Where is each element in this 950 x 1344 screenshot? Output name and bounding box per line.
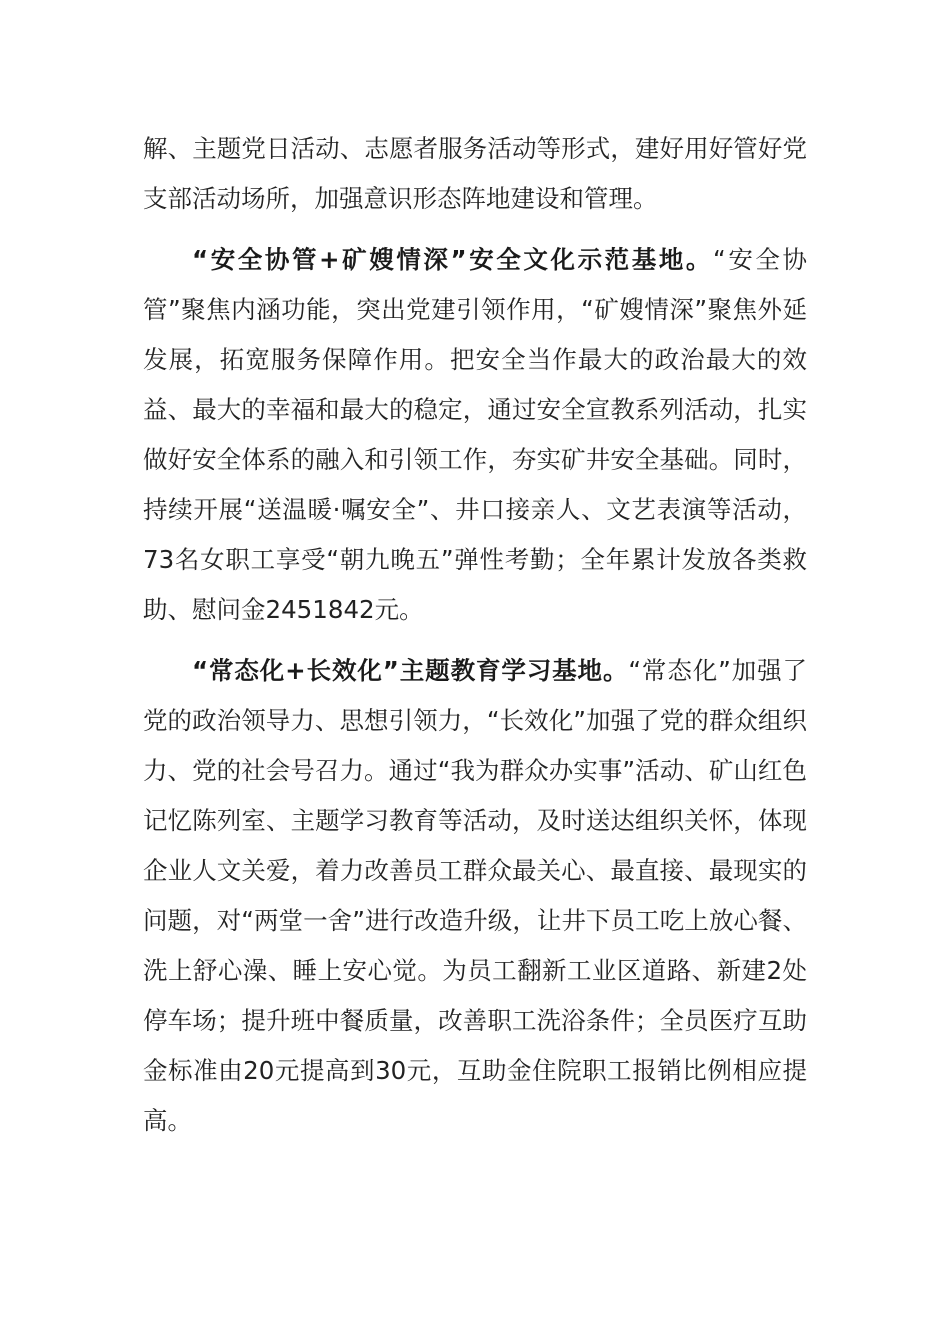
paragraph-text: 解、主题党日活动、志愿者服务活动等形式，建好用好管好党支部活动场所，加强意识形态阵地建设和管理。 — [143, 134, 807, 213]
paragraph-text: “安全协管”聚焦内涵功能，突出党建引领作用，“矿嫂情深”聚焦外延发展，拓宽服务保障作用。把安全当作最大的政治最大的效益、最大的幸福和最大的稳定，通过安全宣教系列活动，扎实做好安全体系的融入和引领工作，夯实矿井安全基础。同时，持续开展“送温暖·嘱安全”、井口接亲人、文艺表演等活动，73名女职工享受“朝九晚五”弹性考勤；全年累计发放各类救助、慰问金2451842元。 — [143, 245, 807, 624]
paragraph-text: “常态化”加强了党的政治领导力、思想引领力，“长效化”加强了党的群众组织力、党的社会号召力。通过“我为群众办实事”活动、矿山红色记忆陈列室、主题学习教育等活动，及时送达组织关怀，体现企业人文关爱，着力改善员工群众最关心、最直接、最现实的问题，对“两堂一舍”进行改造升级，让井下员工吃上放心餐、洗上舒心澡、睡上安心觉。为员工翻新工业区道路、新建2处停车场；提升班中餐质量，改善职工洗浴条件；全员医疗互助金标准由20元提高到30元，互助金住院职工报销比例相应提高。 — [143, 656, 807, 1135]
paragraph-education-base — [143, 646, 807, 1146]
document-body — [143, 124, 807, 1157]
paragraph-safety-culture-base — [143, 235, 807, 635]
paragraph-continuation — [143, 124, 807, 224]
paragraph-heading: “常态化+长效化”主题教育学习基地。 — [192, 656, 629, 685]
paragraph-heading: “安全协管+矿嫂情深”安全文化示范基地。 — [192, 245, 714, 274]
